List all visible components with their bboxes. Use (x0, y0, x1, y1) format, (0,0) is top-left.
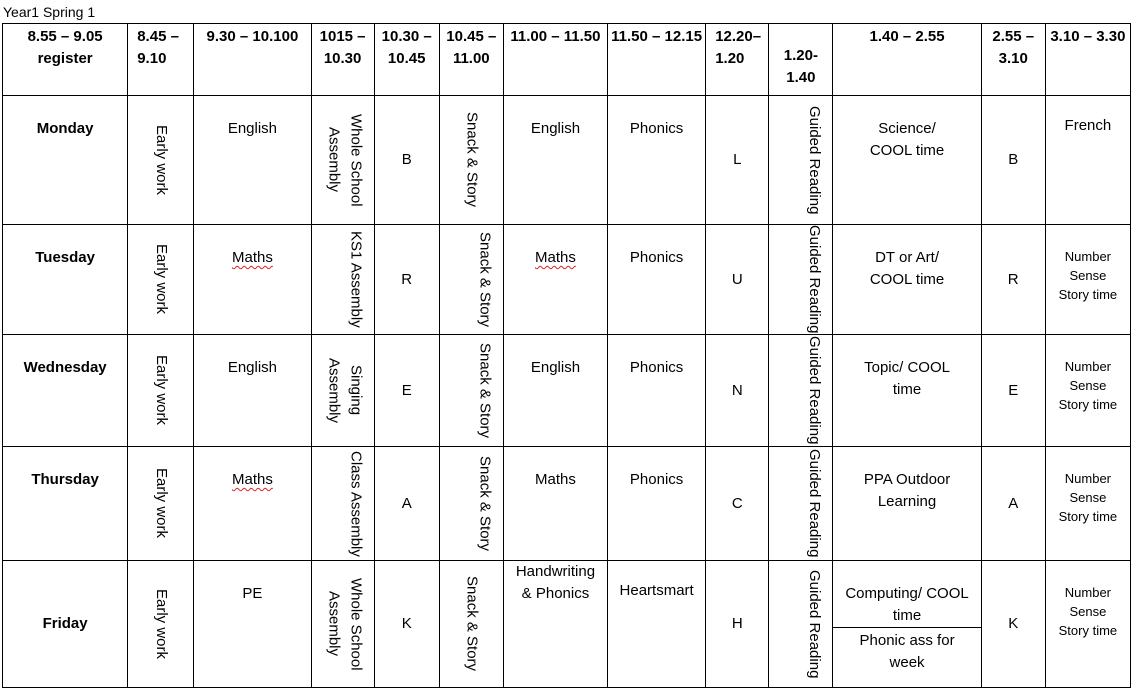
lesson-cell: Maths (194, 225, 311, 335)
end-of-day-cell: Number Sense Story time (1045, 561, 1130, 688)
assembly: Singing Assembly (325, 357, 365, 424)
end-of-day-cell: French (1045, 96, 1130, 225)
snack-story: Snack & Story (476, 342, 494, 439)
lunch-letter-cell: U (706, 225, 769, 335)
pm-letter-cell: B (981, 96, 1045, 225)
early-work-cell (128, 96, 194, 225)
afternoon-cell: DT or Art/ COOL time (833, 225, 981, 335)
lesson-cell: Phonics (608, 96, 706, 225)
break-letter-cell: K (374, 561, 439, 688)
snack-story: Snack & Story (476, 455, 494, 552)
lunch-letter-cell: H (706, 561, 769, 688)
reading-cell (769, 561, 833, 688)
end-of-day-cell: Number Sense Story time (1045, 225, 1130, 335)
header-cell: 9.30 – 10.100 (194, 24, 311, 96)
table-row (3, 335, 1131, 447)
break-letter-cell: A (374, 447, 439, 561)
header-row (3, 24, 1131, 96)
assembly: Whole School Assembly (325, 113, 365, 207)
early-work: Early work (152, 355, 170, 426)
lesson-cell: English (194, 96, 311, 225)
lesson-cell: Phonics (608, 335, 706, 447)
end-of-day-cell: Number Sense Story time (1045, 447, 1130, 561)
snack-story: Snack & Story (476, 231, 494, 328)
early-work-cell (128, 447, 194, 561)
guided-reading: Guided Reading (805, 569, 823, 679)
afternoon-cell: Topic/ COOL time (833, 335, 981, 447)
header-cell: 11.00 – 11.50 (503, 24, 607, 96)
early-work: Early work (152, 468, 170, 539)
early-work: Early work (152, 124, 170, 195)
snack-cell (439, 335, 503, 447)
snack-story: Snack & Story (463, 576, 481, 672)
day-label: Friday (3, 561, 128, 688)
lesson-cell: Heartsmart (608, 561, 706, 688)
snack-cell (439, 96, 503, 225)
guided-reading: Guided Reading (805, 336, 823, 445)
assembly-cell (311, 96, 374, 225)
lunch-letter-cell: L (706, 96, 769, 225)
lunch-letter-cell: C (706, 447, 769, 561)
header-cell: 1.40 – 2.55 (833, 24, 981, 96)
header-cell: 10.45 – 11.00 (439, 24, 503, 96)
table-row (3, 225, 1131, 335)
assembly: Whole School Assembly (325, 577, 365, 671)
pm-letter-cell: E (981, 335, 1045, 447)
header-cell: 10.30 – 10.45 (374, 24, 439, 96)
header-cell: 8.45 – 9.10 (128, 24, 194, 96)
lesson-cell: Phonics (608, 225, 706, 335)
table-row (3, 96, 1131, 225)
reading-cell (769, 225, 833, 335)
reading-cell (769, 335, 833, 447)
document-title: Year1 Spring 1 (3, 4, 96, 20)
pm-letter-cell: K (981, 561, 1045, 688)
guided-reading: Guided Reading (805, 105, 823, 215)
break-letter-cell: E (374, 335, 439, 447)
day-label: Monday (3, 96, 128, 225)
lesson-cell: Maths (194, 447, 311, 561)
assembly-cell (311, 225, 374, 335)
break-letter-cell: R (374, 225, 439, 335)
pm-letter-cell: A (981, 447, 1045, 561)
header-cell: 12.20– 1.20 (706, 24, 769, 96)
header-cell: 2.55 – 3.10 (981, 24, 1045, 96)
reading-cell (769, 96, 833, 225)
early-work: Early work (152, 244, 170, 315)
early-work-cell (128, 225, 194, 335)
pm-letter-cell: R (981, 225, 1045, 335)
header-cell: 3.10 – 3.30 (1045, 24, 1130, 96)
afternoon-cell: PPA Outdoor Learning (833, 447, 981, 561)
end-of-day-cell: Number Sense Story time (1045, 335, 1130, 447)
text-cursor (1130, 226, 1131, 244)
lesson-cell: English (503, 96, 607, 225)
snack-story: Snack & Story (463, 112, 481, 208)
early-work-cell (128, 561, 194, 688)
lesson-cell: Handwriting & Phonics (503, 561, 607, 688)
table-row (3, 561, 1131, 688)
assembly: KS1 Assembly (347, 231, 365, 328)
assembly-cell (311, 447, 374, 561)
assembly-cell (311, 335, 374, 447)
snack-cell (439, 447, 503, 561)
assembly-cell (311, 561, 374, 688)
lunch-letter-cell: N (706, 335, 769, 447)
snack-cell (439, 561, 503, 688)
afternoon-cell: Computing/ COOL time Phonic ass for week (833, 561, 981, 688)
guided-reading: Guided Reading (805, 225, 823, 334)
afternoon-cell: Science/ COOL time (833, 96, 981, 225)
header-cell: 8.55 – 9.05 register (3, 24, 128, 96)
lesson-cell: Maths (503, 447, 607, 561)
assembly: Class Assembly (347, 450, 365, 557)
timetable (2, 23, 1131, 688)
header-cell: 1.20- 1.40 (769, 24, 833, 96)
early-work-cell (128, 335, 194, 447)
header-cell: 11.50 – 12.15 (608, 24, 706, 96)
early-work: Early work (152, 588, 170, 659)
day-label: Tuesday (3, 225, 128, 335)
lesson-cell: PE (194, 561, 311, 688)
guided-reading: Guided Reading (805, 449, 823, 558)
table-row (3, 447, 1131, 561)
lesson-cell: Maths (503, 225, 607, 335)
day-label: Thursday (3, 447, 128, 561)
header-cell: 1015 – 10.30 (311, 24, 374, 96)
day-label: Wednesday (3, 335, 128, 447)
snack-cell (439, 225, 503, 335)
lesson-cell: English (503, 335, 607, 447)
lesson-cell: Phonics (608, 447, 706, 561)
break-letter-cell: B (374, 96, 439, 225)
lesson-cell: English (194, 335, 311, 447)
reading-cell (769, 447, 833, 561)
